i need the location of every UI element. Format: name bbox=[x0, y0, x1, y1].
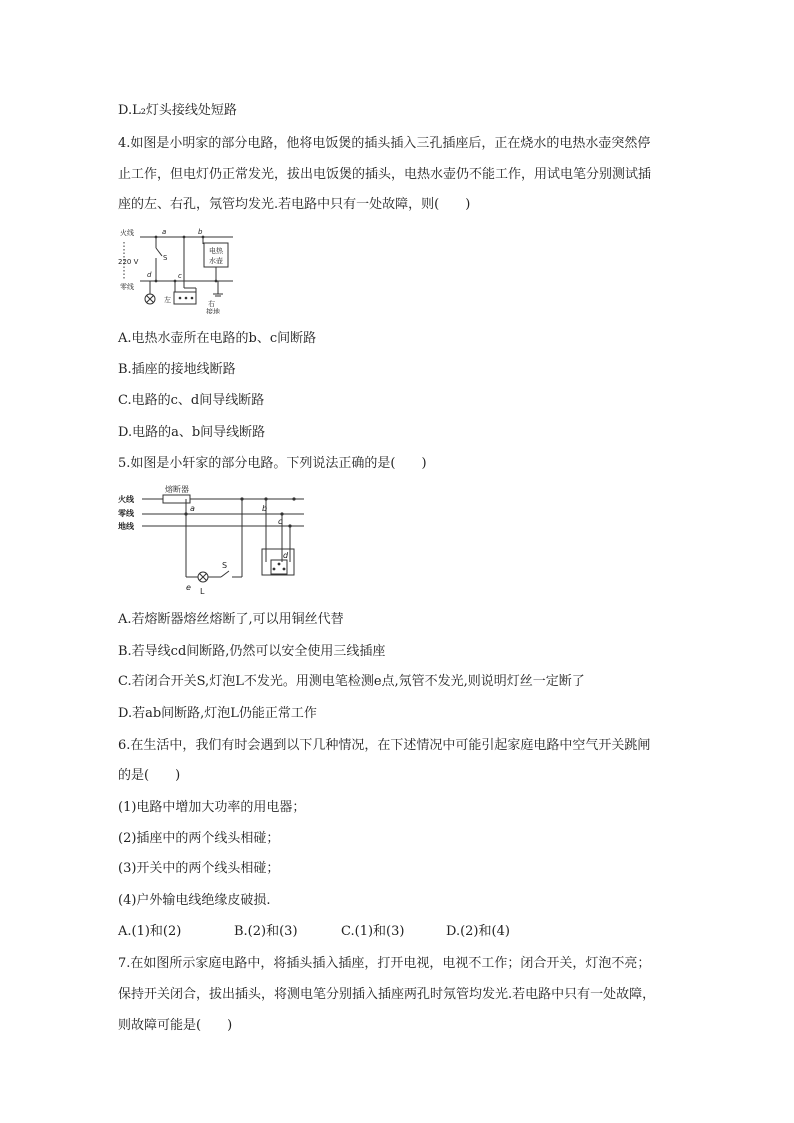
q5-option-c: C.若闭合开关S,灯泡L不发光。用测电笔检测e点,氖管不发光,则说明灯丝一定断了 bbox=[118, 674, 585, 689]
label-c: c bbox=[278, 517, 283, 526]
q6-option-d: D.(2)和(4) bbox=[446, 924, 510, 939]
q4-option-c: C.电路的c、d间导线断路 bbox=[118, 393, 265, 408]
q6-option-c: C.(1)和(3) bbox=[341, 924, 405, 939]
label-c: c bbox=[178, 272, 182, 280]
q7-stem-line1: 7.在如图所示家庭电路中，将插头插入插座，打开电视，电视不工作；闭合开关，灯泡不亮； bbox=[118, 956, 651, 971]
label-kettle-2: 水壶 bbox=[209, 257, 223, 265]
q6-item-2: (2)插座中的两个线头相碰； bbox=[118, 831, 280, 846]
label-b: b bbox=[198, 228, 203, 236]
label-ground: 接地 bbox=[206, 308, 220, 314]
label-switch: S bbox=[222, 561, 228, 570]
label-left: 左 bbox=[164, 296, 171, 304]
label-a: a bbox=[190, 504, 195, 513]
label-ground-wire: 地线 bbox=[118, 522, 134, 531]
q4-option-b: B.插座的接地线断路 bbox=[118, 362, 236, 377]
label-lamp: L bbox=[200, 587, 205, 596]
q6-option-b: B.(2)和(3) bbox=[234, 924, 298, 939]
label-switch: S bbox=[163, 254, 168, 262]
figure-kettle-circuit bbox=[118, 226, 240, 314]
q4-stem-line3: 座的左、右孔，氖管均发光.若电路中只有一处故障，则( ) bbox=[118, 197, 471, 212]
label-voltage: 220 V bbox=[118, 258, 139, 266]
q7-stem-line2: 保持开关闭合，拔出插头，将测电笔分别插入插座两孔时氖管均发光.若电路中只有一处故障， bbox=[118, 987, 656, 1002]
q7-stem-line3: 则故障可能是( ) bbox=[118, 1018, 233, 1033]
label-neutral: 零线 bbox=[120, 283, 134, 291]
q5-option-a: A.若熔断器熔丝熔断了,可以用铜丝代替 bbox=[118, 612, 344, 627]
q6-item-4: (4)户外输电线绝缘皮破损. bbox=[118, 893, 271, 908]
q6-option-a: A.(1)和(2) bbox=[118, 924, 182, 939]
q4-option-a: A.电热水壶所在电路的b、c间断路 bbox=[118, 331, 317, 346]
q6-item-3: (3)开关中的两个线头相碰； bbox=[118, 861, 280, 876]
q5-option-d: D.若ab间断路,灯泡L仍能正常工作 bbox=[118, 706, 317, 721]
label-kettle-1: 电热 bbox=[209, 247, 223, 255]
q6-stem-line2: 的是( ) bbox=[118, 768, 181, 783]
label-a: a bbox=[162, 228, 167, 236]
q4-stem-line1: 4.如图是小明家的部分电路，他将电饭煲的插头插入三孔插座后，正在烧水的电热水壶突然停 bbox=[118, 136, 651, 151]
home-circuit-diagram bbox=[118, 482, 318, 600]
q5-option-b: B.若导线cd间断路,仍然可以安全使用三线插座 bbox=[118, 644, 386, 659]
q5-stem: 5.如图是小轩家的部分电路。下列说法正确的是( ) bbox=[118, 456, 427, 471]
label-b: b bbox=[262, 504, 268, 513]
q4-option-d: D.电路的a、b间导线断路 bbox=[118, 425, 266, 440]
figure-home-circuit bbox=[118, 482, 318, 600]
q6-stem-line1: 6.在生活中，我们有时会遇到以下几种情况，在下述情况中可能引起家庭电路中空气开关跳闸 bbox=[118, 738, 651, 753]
q4-stem-line2: 止工作，但电灯仍正常发光，拔出电饭煲的插头，电热水壶仍不能工作，用试电笔分别测试插 bbox=[118, 167, 652, 182]
label-live-wire: 火线 bbox=[118, 495, 134, 504]
q3-option-d: D.L₂灯头接线处短路 bbox=[118, 103, 237, 118]
kettle-circuit-diagram bbox=[118, 226, 240, 314]
label-e: e bbox=[186, 583, 191, 592]
label-fuse: 熔断器 bbox=[165, 485, 189, 494]
label-d: d bbox=[283, 551, 289, 560]
q6-options bbox=[118, 924, 510, 940]
label-live: 火线 bbox=[120, 229, 134, 237]
label-neutral-wire: 零线 bbox=[118, 509, 134, 518]
label-d: d bbox=[147, 271, 152, 279]
label-right: 右 bbox=[208, 300, 215, 308]
q6-item-1: (1)电路中增加大功率的用电器； bbox=[118, 800, 306, 815]
